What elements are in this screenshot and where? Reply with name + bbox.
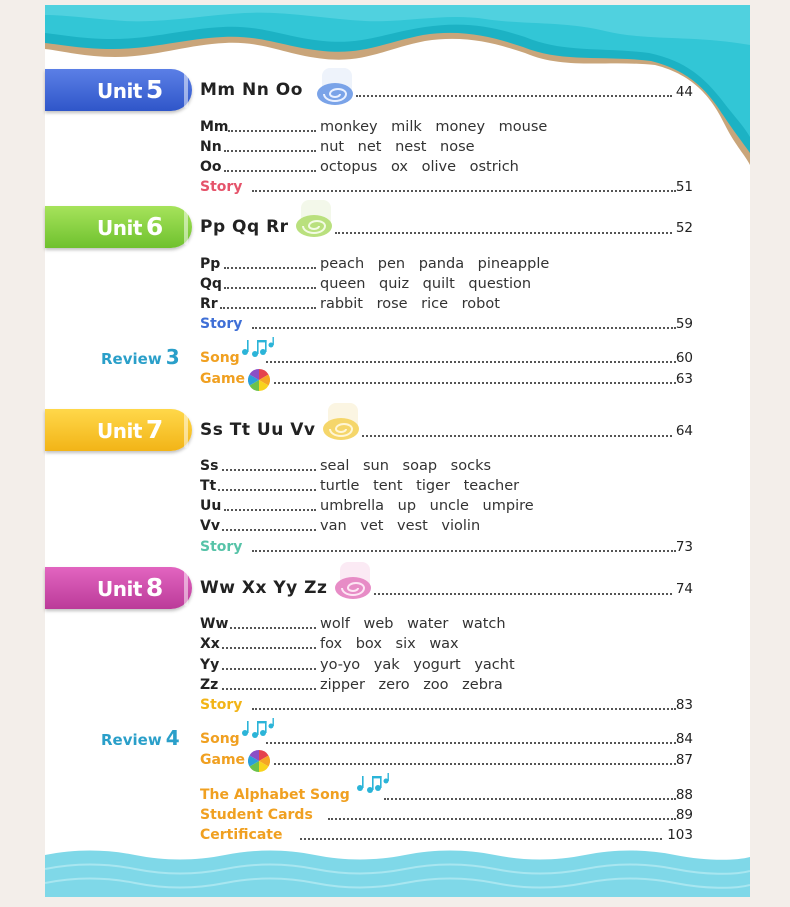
word-list: turtle tent tiger teacher bbox=[320, 478, 520, 494]
page-number: 59 bbox=[675, 316, 693, 332]
scroll-icon bbox=[322, 401, 362, 443]
page-number: 103 bbox=[667, 827, 693, 843]
leader-dots bbox=[224, 170, 316, 172]
letter-pair: Mm bbox=[200, 119, 229, 135]
story-link[interactable]: Story bbox=[200, 179, 243, 195]
page-number: 52 bbox=[675, 220, 693, 236]
page-number: 88 bbox=[675, 787, 693, 803]
letter-pair: Zz bbox=[200, 677, 219, 693]
unit-5-title: Mm Nn Oo bbox=[200, 80, 303, 100]
word-list: octopus ox olive ostrich bbox=[320, 159, 519, 175]
leader-dots bbox=[222, 469, 316, 471]
word-list: monkey milk money mouse bbox=[320, 119, 548, 135]
game-link[interactable]: Game bbox=[200, 371, 246, 387]
color-wheel-icon bbox=[248, 369, 270, 391]
song-link[interactable]: Song bbox=[200, 350, 240, 366]
leader-dots bbox=[328, 818, 676, 820]
scroll-icon bbox=[334, 560, 374, 602]
leader-dots bbox=[356, 95, 672, 97]
story-link[interactable]: Story bbox=[200, 539, 243, 555]
page-number: 60 bbox=[675, 350, 693, 366]
leader-dots bbox=[300, 838, 662, 840]
word-list: peach pen panda pineapple bbox=[320, 256, 550, 272]
leader-dots bbox=[252, 327, 676, 329]
page-number: 74 bbox=[675, 581, 693, 597]
unit-label: Unit 7 bbox=[97, 415, 163, 444]
leader-dots bbox=[252, 190, 676, 192]
word-list: queen quiz quilt question bbox=[320, 276, 532, 292]
word-list: rabbit rose rice robot bbox=[320, 296, 500, 312]
page-number: 63 bbox=[675, 371, 693, 387]
leader-dots bbox=[252, 708, 676, 710]
leader-dots bbox=[362, 435, 672, 437]
letter-pair: Vv bbox=[200, 518, 220, 534]
music-notes-icon bbox=[240, 718, 274, 738]
letter-pair: Pp bbox=[200, 256, 221, 272]
leader-dots bbox=[230, 627, 316, 629]
story-link[interactable]: Story bbox=[200, 316, 243, 332]
leader-dots bbox=[274, 763, 676, 765]
leader-dots bbox=[384, 798, 676, 800]
word-list: zipper zero zoo zebra bbox=[320, 677, 503, 693]
unit-label: Unit 5 bbox=[97, 75, 163, 104]
page-number: 87 bbox=[675, 752, 693, 768]
unit-8-title: Ww Xx Yy Zz bbox=[200, 578, 328, 598]
unit-7-title: Ss Tt Uu Vv bbox=[200, 420, 316, 440]
letter-pair: Qq bbox=[200, 276, 222, 292]
word-list: van vet vest violin bbox=[320, 518, 481, 534]
bottom-wave-decoration bbox=[45, 849, 750, 897]
unit-6-title: Pp Qq Rr bbox=[200, 217, 289, 237]
song-link[interactable]: Song bbox=[200, 731, 240, 747]
word-list: umbrella up uncle umpire bbox=[320, 498, 534, 514]
page-number: 83 bbox=[675, 697, 693, 713]
leader-dots bbox=[224, 509, 316, 511]
leader-dots bbox=[335, 232, 672, 234]
scroll-icon bbox=[316, 66, 356, 108]
letter-pair: Uu bbox=[200, 498, 222, 514]
leader-dots bbox=[222, 529, 316, 531]
alphabet-song-link[interactable]: The Alphabet Song bbox=[200, 787, 350, 803]
certificate-link[interactable]: Certificate bbox=[200, 827, 283, 843]
leader-dots bbox=[218, 489, 316, 491]
leader-dots bbox=[224, 267, 316, 269]
game-link[interactable]: Game bbox=[200, 752, 246, 768]
leader-dots bbox=[222, 647, 316, 649]
letter-pair: Yy bbox=[200, 657, 220, 673]
unit-6-banner[interactable] bbox=[45, 206, 192, 248]
page-number: 89 bbox=[675, 807, 693, 823]
color-wheel-icon bbox=[248, 750, 270, 772]
leader-dots bbox=[274, 382, 676, 384]
letter-pair: Ww bbox=[200, 616, 229, 632]
scroll-icon bbox=[295, 198, 335, 240]
student-cards-link[interactable]: Student Cards bbox=[200, 807, 313, 823]
leader-dots bbox=[222, 668, 316, 670]
leader-dots bbox=[224, 287, 316, 289]
letter-pair: Ss bbox=[200, 458, 219, 474]
leader-dots bbox=[222, 688, 316, 690]
music-notes-icon bbox=[240, 337, 274, 357]
unit-label: Unit 6 bbox=[97, 212, 163, 241]
page-number: 73 bbox=[675, 539, 693, 555]
page-number: 64 bbox=[675, 423, 693, 439]
leader-dots bbox=[228, 130, 316, 132]
music-notes-icon bbox=[355, 773, 389, 793]
leader-dots bbox=[374, 593, 672, 595]
letter-pair: Xx bbox=[200, 636, 220, 652]
leader-dots bbox=[220, 307, 316, 309]
unit-7-banner[interactable] bbox=[45, 409, 192, 451]
page-number: 51 bbox=[675, 179, 693, 195]
word-list: fox box six wax bbox=[320, 636, 459, 652]
unit-label: Unit 8 bbox=[97, 573, 163, 602]
review-3-label: Review 3 bbox=[101, 345, 180, 369]
review-4-label: Review 4 bbox=[101, 726, 180, 750]
word-list: seal sun soap socks bbox=[320, 458, 492, 474]
letter-pair: Nn bbox=[200, 139, 222, 155]
page-number: 84 bbox=[675, 731, 693, 747]
leader-dots bbox=[266, 361, 676, 363]
letter-pair: Rr bbox=[200, 296, 218, 312]
leader-dots bbox=[252, 550, 676, 552]
letter-pair: Tt bbox=[200, 478, 217, 494]
unit-8-banner[interactable] bbox=[45, 567, 192, 609]
word-list: yo-yo yak yogurt yacht bbox=[320, 657, 515, 673]
word-list: wolf web water watch bbox=[320, 616, 506, 632]
story-link[interactable]: Story bbox=[200, 697, 243, 713]
leader-dots bbox=[224, 150, 316, 152]
unit-5-banner[interactable] bbox=[45, 69, 192, 111]
page-number: 44 bbox=[675, 84, 693, 100]
letter-pair: Oo bbox=[200, 159, 222, 175]
leader-dots bbox=[266, 742, 676, 744]
word-list: nut net nest nose bbox=[320, 139, 475, 155]
